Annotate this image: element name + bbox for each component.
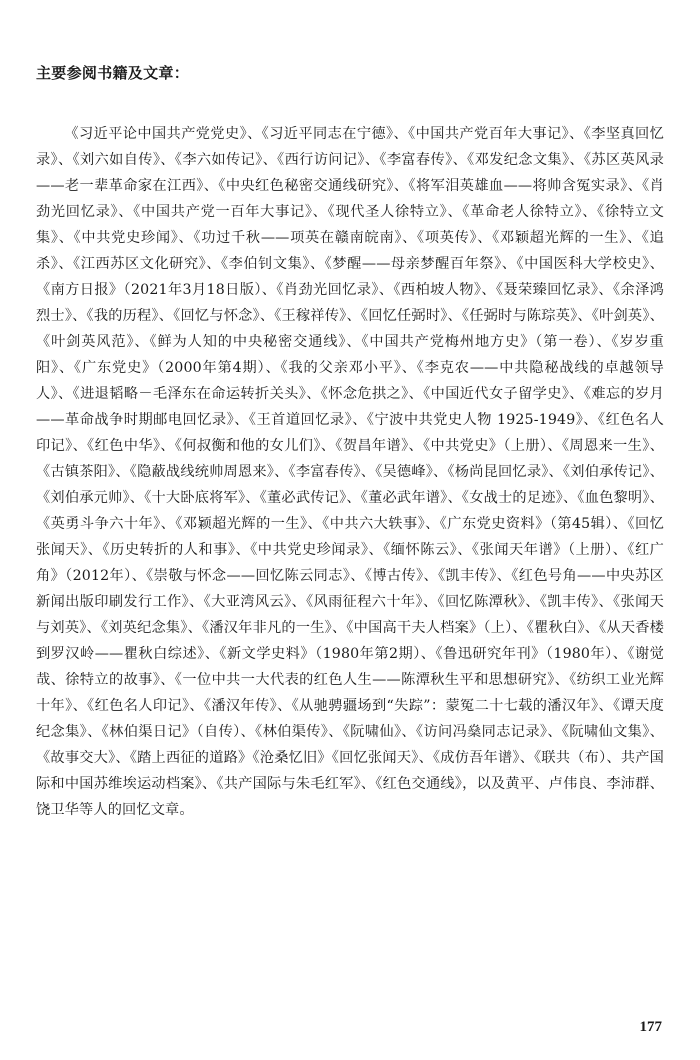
reference-paragraph: 《习近平论中国共产党党史》、《习近平同志在宁德》、《中国共产党百年大事记》、《李坚真回忆录》、《刘六如自传》、《李六如传记》、《西行访问记》、《李富春传》、《邓发纪念文集》、《苏区英风录——老一辈革命家在江西》、《中央红色秘密交通线研究》、《将军泪英雄血——将帅含冤实录》、《肖劲光回忆录》、《中国共产党一百年大事记》、《现代圣人徐特立》、《革命老人徐特立》、《徐特立文集》、《中共党史珍闻》、《功过千秋——项英在赣南皖南》、《项英传》、《邓颖超光辉的一生》、《追杀》、《江西苏区文化研究》、《李伯钊文集》、《梦醒——母亲梦醒百年祭》、《中国医科大学校史》、《南方日报》（2021年3月18日版）、《肖劲光回忆录》、《西柏坡人物》、《聂荣臻回忆录》、《余泽鸿烈士》、《我的历程》、《回忆与怀念》、《王稼祥传》、《回忆任弼时》、《任弼时与陈琮英》、《叶剑英》、《叶剑英风范》、《鲜为人知的中央秘密交通线》、《中国共产党梅州地方史》（第一卷）、《岁岁重阳》、《广东党史》（2000年第4期）、《我的父亲邓小平》、《李克农——中共隐秘战线的卓越领导人》、《进退韬略－毛泽东在命运转折关头》、《怀念危拱之》、《中国近代女子留学史》、《难忘的岁月——革命战争时期邮电回忆录》、《王首道回忆录》、《宁波中共党史人物 1925-1949》、《红色名人印记》、《红色中华》、《何叔衡和他的女儿们》、《贺昌年谱》、《中共党史》（上册）、《周恩来一生》、《古镇茶阳》、《隐蔽战线统帅周恩来》、《李富春传》、《吴德峰》、《杨尚昆回忆录》、《刘伯承传记》、《刘伯承元帅》、《十大卧底将军》、《董必武传记》、《董必武年谱》、《女战士的足迹》、《血色黎明》、《英勇斗争六十年》、《邓颖超光辉的一生》、《中共六大轶事》、《广东党史资料》（第45辑）、《回忆张闻天》、《历史转折的人和事》、《中共党史珍闻录》、《缅怀陈云》、《张闻天年谱》（上册）、《红广角》（2012年）、《崇敬与怀念——回忆陈云同志》、《博古传》、《凯丰传》、《红色号角——中央苏区新闻出版印刷发行工作》、《大亚湾风云》、《风雨征程六十年》、《回忆陈潭秋》、《凯丰传》、《张闻天与刘英》、《刘英纪念集》、《潘汉年非凡的一生》、《中国高干夫人档案》（上）、《瞿秋白》、《从天香楼到罗汉岭——瞿秋白综述》、《新文学史料》（1980年第2期）、《鲁迅研究年刊》（1980年）、《谢觉哉、徐特立的故事》、《一位中共一大代表的红色人生——陈潭秋生平和思想研究》、《纺织工业光辉十年》、《红色名人印记》、《潘汉年传》、《从驰骋疆场到“失踪”：蒙冤二十七载的潘汉年》、《谭天度纪念集》、《林伯渠日记》（自传）、《林伯渠传》、《阮啸仙》、《访问冯燊同志记录》、《阮啸仙文集》、《故事交大》、《踏上西征的道路》《沧桑忆旧》《回忆张闻天》、《成仿吾年谱》、《联共（布）、共产国际和中国苏维埃运动档案》、《共产国际与朱毛红军》、《红色交通线》，以及黄平、卢伟良、李沛群、饶卫华等人的回忆文章。	[36, 126, 664, 818]
reference-list	[36, 121, 664, 823]
page-number: 177	[639, 1019, 662, 1035]
section-heading: 主要参阅书籍及文章：	[36, 64, 190, 82]
